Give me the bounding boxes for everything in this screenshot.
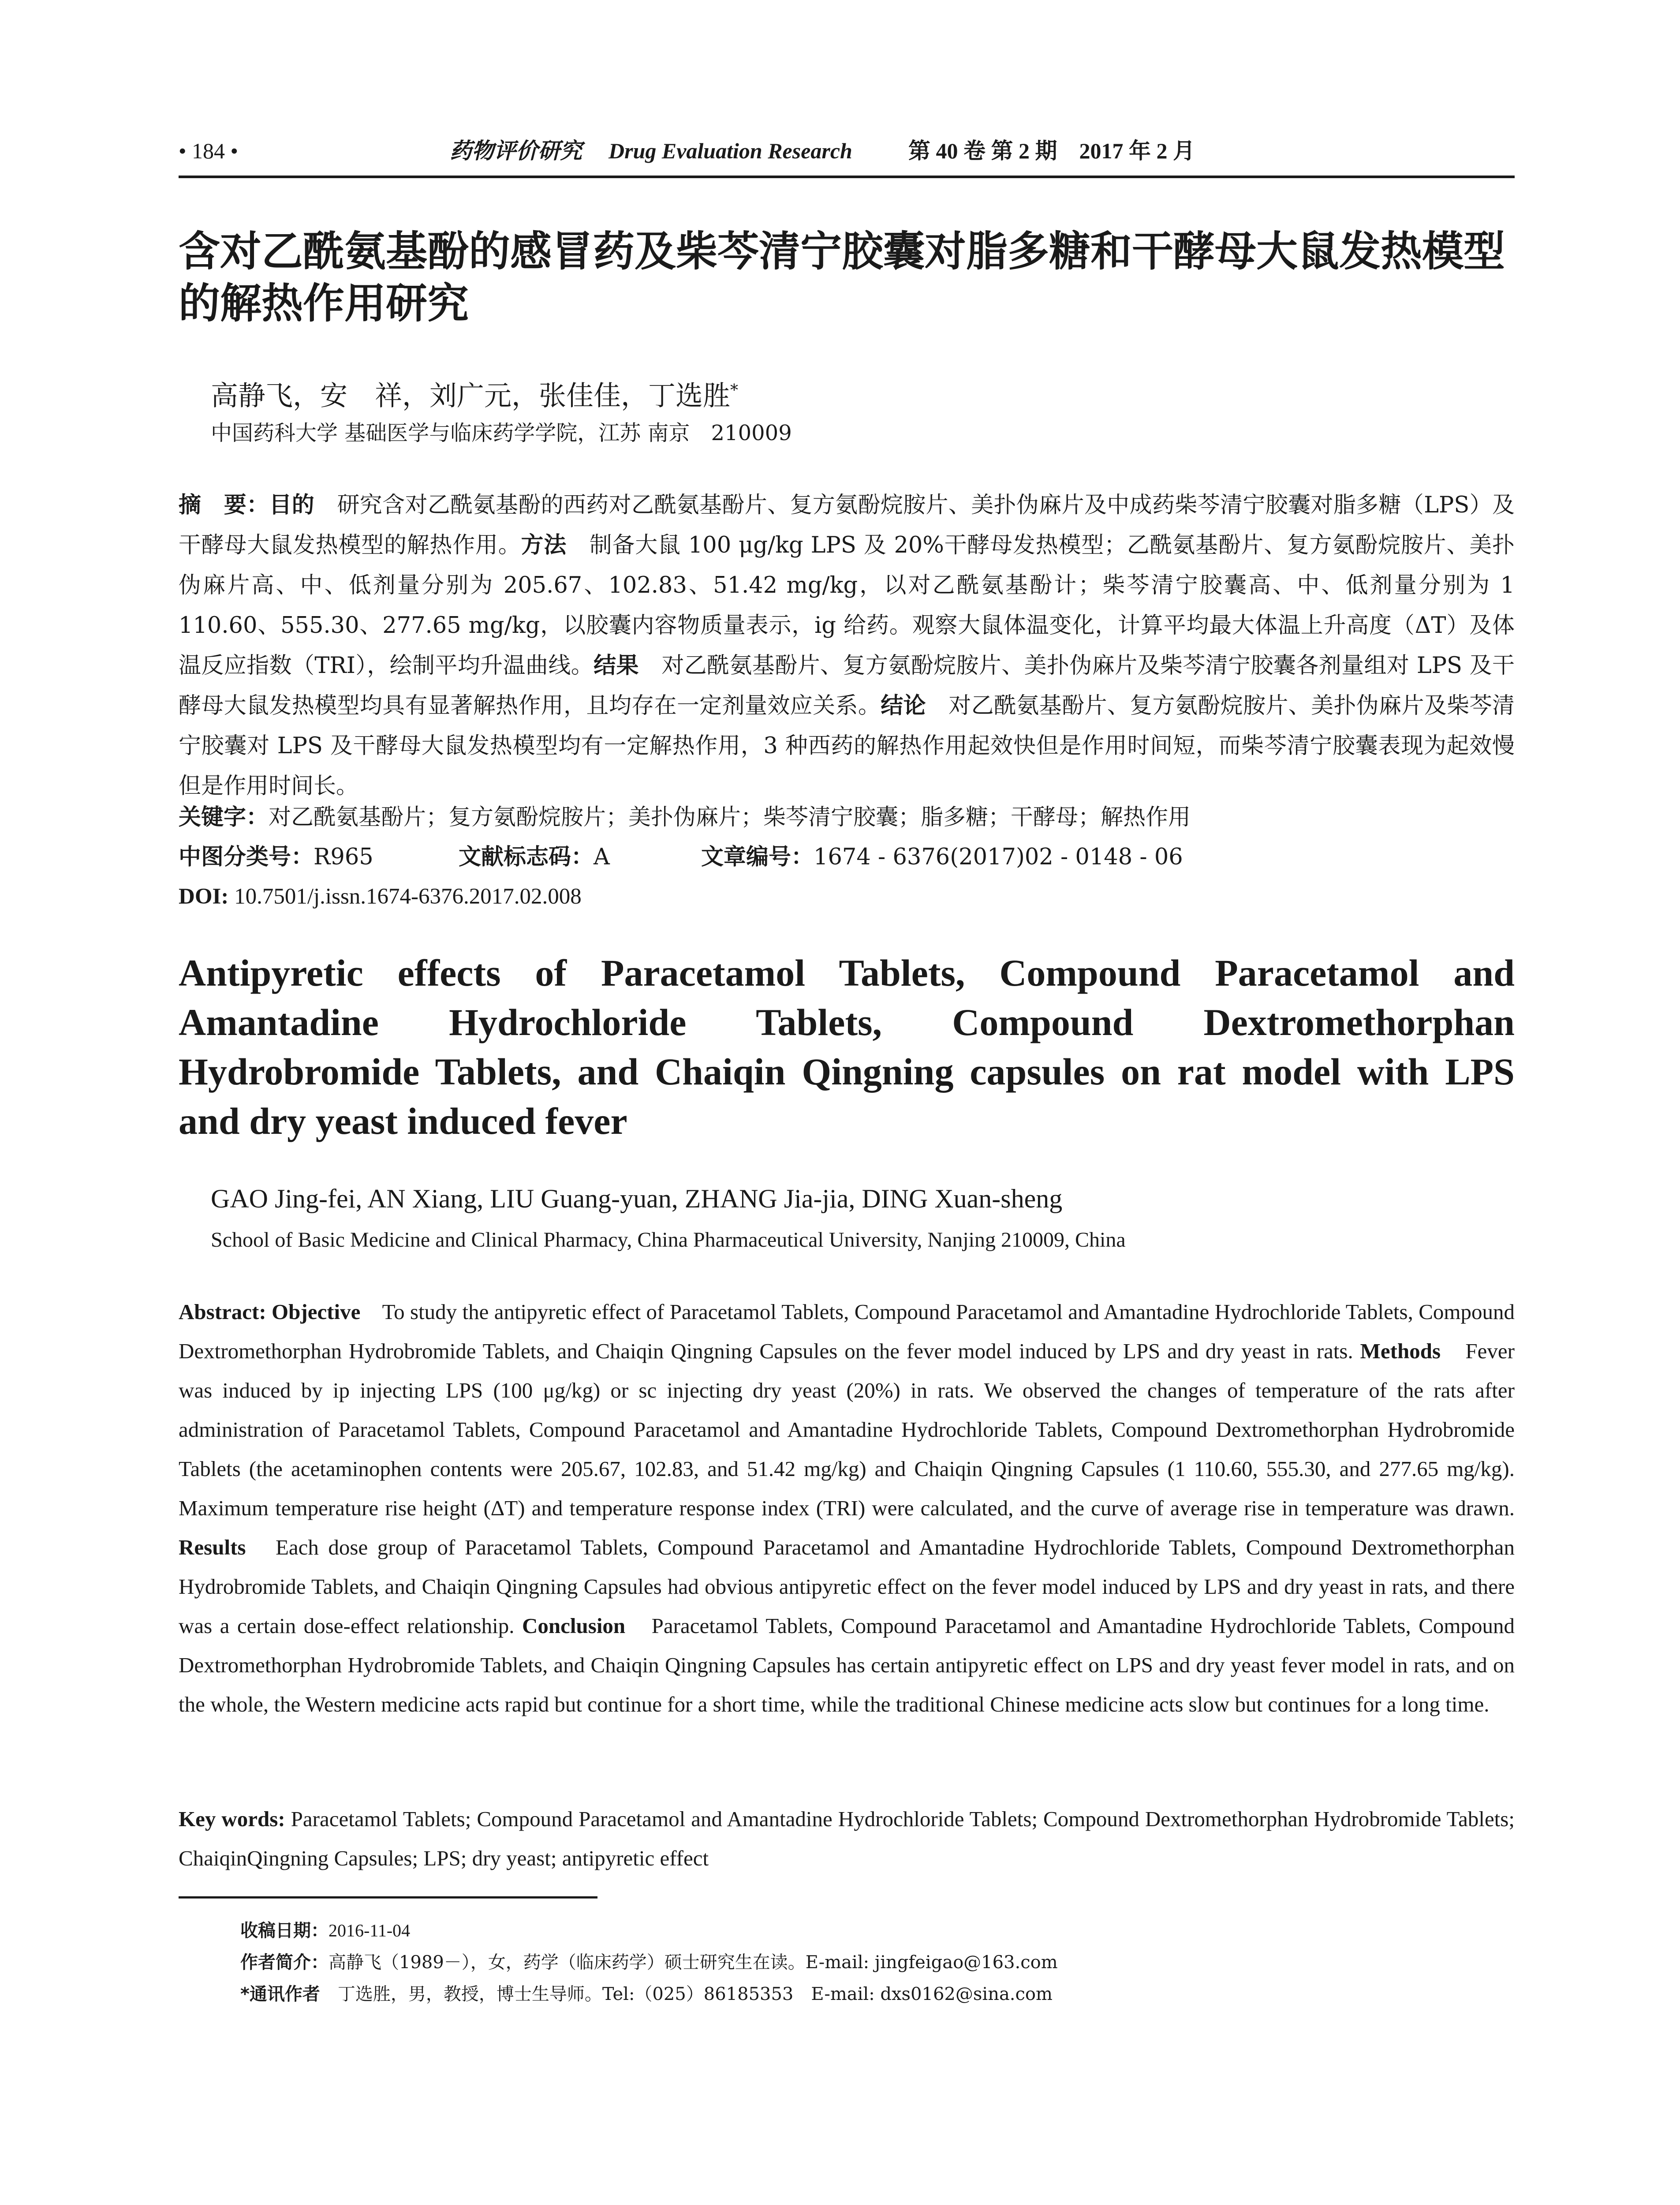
cn-article-no xyxy=(701,837,1183,877)
header-rule xyxy=(179,176,1515,178)
cn-methods-label: 方法 xyxy=(521,532,567,558)
corresponding-label: *通讯作者 xyxy=(240,1984,320,2004)
doi-label: DOI: xyxy=(179,884,229,909)
author-bio-label: 作者简介： xyxy=(240,1952,329,1973)
cn-keywords xyxy=(179,797,1191,837)
journal-logo-cn: 药物评价研究 xyxy=(450,138,582,164)
cn-keywords-label: 关键字： xyxy=(179,804,269,830)
clc-label: 中图分类号： xyxy=(179,844,314,870)
en-abstract xyxy=(179,1292,1515,1724)
running-header xyxy=(179,138,1515,164)
en-results-label: Results xyxy=(179,1535,246,1559)
en-conclusion: Paracetamol Tablets, Compound Paracetamol and Amantadine Hydrochloride Tablets, Compound Dextromethorphan Hydrobromide Tablets, and Chaiqin Qingning Capsules has certain antipyretic effect on LPS and dry yeast fever model in rats, and on the whole, the Western medicine acts rapid but continue for a short time, while the traditional Chinese medicine acts slow but continues for a long time. xyxy=(179,1614,1515,1716)
en-affiliation: School of Basic Medicine and Clinical Pharmacy, China Pharmaceutical University, Nanjing 210009, China xyxy=(211,1228,1126,1252)
doc-code-label: 文献标志码： xyxy=(459,844,594,870)
footnote-corresponding xyxy=(240,1978,1053,2010)
footnote-author-bio xyxy=(240,1947,1058,1978)
doi-value: 10.7501/j.issn.1674-6376.2017.02.008 xyxy=(228,884,582,909)
article-no-value: 1674 - 6376(2017)02 - 0148 - 06 xyxy=(814,844,1183,870)
doc-code-value: A xyxy=(594,844,610,870)
cn-title-line2: 的解热作用研究 xyxy=(179,280,469,328)
article-no-label: 文章编号： xyxy=(701,844,814,870)
cn-abstract-label: 摘 要： xyxy=(179,492,269,518)
cn-authors-text: 高静飞，安 祥，刘广元，张佳佳，丁选胜 xyxy=(211,379,731,412)
cn-classification xyxy=(179,837,373,877)
en-methods: Fever was induced by ip injecting LPS (100 μg/kg) or sc injecting dry yeast (20%) in rats. We observed the changes of temperature of the rats after administration of Paracetamol Tablets, Compound Paracetamol and Amantadine Hydrochloride Tablets, Compound Dextromethorphan Hydrobromide Tablets (the acetaminophen contents were 205.67, 102.83, and 51.42 mg/kg) and Chaiqin Qingning Capsules (1 110.60, 555.30, and 277.65 mg/kg). Maximum temperature rise height (ΔT) and temperature response index (TRI) were calculated, and the curve of average rise in temperature was drawn. xyxy=(179,1339,1515,1520)
clc-value: R965 xyxy=(314,844,373,870)
corresponding-marker: * xyxy=(730,381,739,400)
cn-objective-label: 目的 xyxy=(269,492,315,518)
cn-results: 对乙酰氨基酚片、复方氨酚烷胺片、美扑伪麻片及柴芩清宁胶囊各剂量组对 LPS 及干酵母大鼠发热模型均具有显著解热作用，且均存在一定剂量效应关系。 xyxy=(179,653,1515,719)
cn-affiliation: 中国药科大学 基础医学与临床药学学院，江苏 南京 210009 xyxy=(211,421,792,445)
cn-objective: 研究含对乙酰氨基酚的西药对乙酰氨基酚片、复方氨酚烷胺片、美扑伪麻片及中成药柴芩清宁胶囊对脂多糖（LPS）及干酵母大鼠发热模型的解热作用。 xyxy=(179,492,1515,558)
received-date: 2016-11-04 xyxy=(329,1921,411,1940)
author-bio-text: 高静飞（1989－），女，药学（临床药学）硕士研究生在读。E-mail: jingfeigao@163.com xyxy=(329,1952,1058,1973)
en-title: Antipyretic effects of Paracetamol Tablets, Compound Paracetamol and Amantadine Hydrochloride Tablets, Compound Dextromethorphan Hydrobromide Tablets, and Chaiqin Qingning capsules on rat model with LPS and dry yeast induced fever xyxy=(179,952,1515,1142)
journal-name-en: Drug Evaluation Research xyxy=(609,138,852,163)
cn-methods: 制备大鼠 100 μg/kg LPS 及 20%干酵母发热模型；乙酰氨基酚片、复方氨酚烷胺片、美扑伪麻片高、中、低剂量分别为 205.67、102.83、51.42 mg/kg，以对乙酰氨基酚计；柴芩清宁胶囊高、中、低剂量分别为 1 110.60、555.30、277.65 mg/kg，以胶囊内容物质量表示，ig 给药。观察大鼠体温变化，计算平均最大体温上升高度（ΔT）及体温反应指数（TRI），绘制平均升温曲线。 xyxy=(179,532,1515,679)
cn-results-label: 结果 xyxy=(594,653,639,679)
en-keywords-text: Paracetamol Tablets; Compound Paracetamol and Amantadine Hydrochloride Tablets; Compound Dextromethorphan Hydrobromide Tablets; ChaiqinQingning Capsules; LPS; dry yeast; antipyretic effect xyxy=(179,1807,1515,1870)
doi xyxy=(179,877,582,917)
en-methods-label: Methods xyxy=(1360,1339,1441,1363)
en-objective: To study the antipyretic effect of Paracetamol Tablets, Compound Paracetamol and Amantadine Hydrochloride Tablets, Compound Dextromethorphan Hydrobromide Tablets, and Chaiqin Qingning Capsules on the fever model induced by LPS and dry yeast in rats. xyxy=(179,1300,1515,1363)
cn-conclusion: 对乙酰氨基酚片、复方氨酚烷胺片、美扑伪麻片及柴芩清宁胶囊对 LPS 及干酵母大鼠发热模型均有一定解热作用，3 种西药的解热作用起效快但是作用时间短，而柴芩清宁胶囊表现为起效慢但是作用时间长。 xyxy=(179,693,1515,799)
cn-keywords-text: 对乙酰氨基酚片；复方氨酚烷胺片；美扑伪麻片；柴芩清宁胶囊；脂多糖；干酵母；解热作用 xyxy=(269,804,1191,830)
en-abstract-label: Abstract: Objective xyxy=(179,1300,361,1324)
corresponding-text: 丁选胜，男，教授，博士生导师。Tel:（025）86185353 E-mail: dxs0162@sina.com xyxy=(320,1984,1053,2004)
en-keywords xyxy=(179,1799,1515,1878)
cn-conclusion-label: 结论 xyxy=(881,693,926,719)
en-authors: GAO Jing-fei, AN Xiang, LIU Guang-yuan, ZHANG Jia-jia, DING Xuan-sheng xyxy=(211,1184,1063,1213)
cn-abstract xyxy=(179,485,1515,806)
footnote-rule xyxy=(179,1896,597,1899)
en-results: Each dose group of Paracetamol Tablets, Compound Paracetamol and Amantadine Hydrochloride Tablets, Compound Dextromethorphan Hydrobromide Tablets, and Chaiqin Qingning Capsules had obvious antipyretic effect on the fever model induced by LPS and dry yeast in rats, and there was a certain dose-effect relationship. xyxy=(179,1535,1515,1638)
cn-doc-code xyxy=(459,837,610,877)
issue-info: 第 40 卷 第 2 期 2017 年 2 月 xyxy=(908,138,1195,163)
footnote-received xyxy=(240,1915,410,1947)
cn-title-line1: 含对乙酰氨基酚的感冒药及柴芩清宁胶囊对脂多糖和干酵母大鼠发热模型 xyxy=(179,228,1505,276)
page-number: • 184 • xyxy=(179,138,239,163)
en-keywords-label: Key words: xyxy=(179,1807,285,1831)
cn-authors xyxy=(211,373,738,414)
en-conclusion-label: Conclusion xyxy=(522,1614,626,1638)
received-label: 收稿日期： xyxy=(240,1921,329,1941)
